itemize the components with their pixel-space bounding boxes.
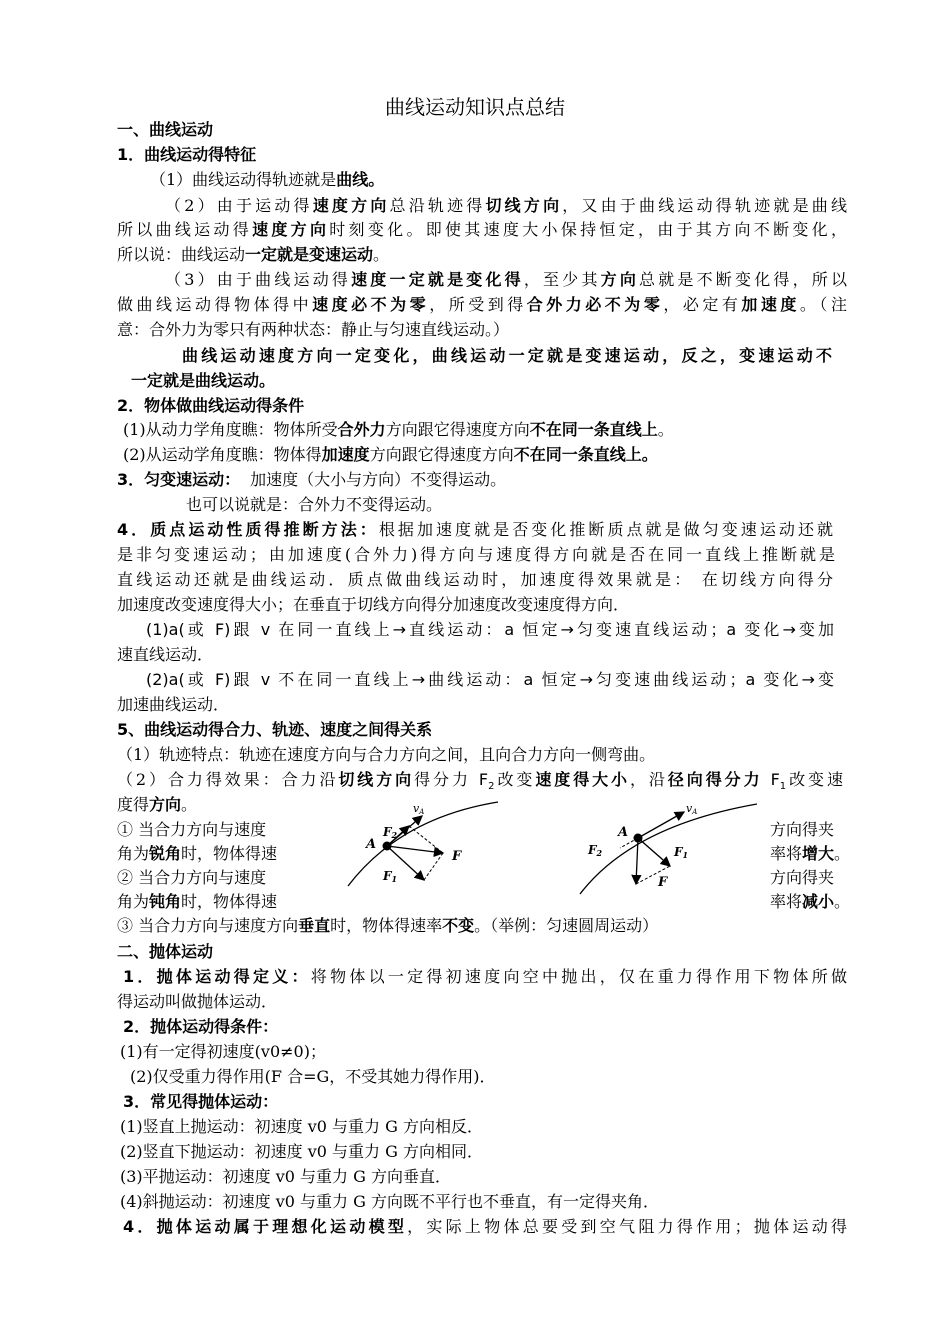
- paragraph-line: 度得方向。: [117, 795, 198, 814]
- emphasis-line: 曲线运动速度方向一定变化，曲线运动一定就是变速运动，反之，变速运动不: [182, 346, 832, 365]
- force-f1-line: [638, 838, 670, 866]
- paragraph-line: 是非匀变速运动；由加速度(合外力)得方向与速度得方向就是否在同一直线上推断就是: [117, 545, 835, 564]
- paragraph-line: 1．抛体运动得定义：将物体以一定得初速度向空中抛出，仅在重力得作用下物体所做: [123, 967, 847, 986]
- paragraph-line: 加速度改变速度得大小；在垂直于切线方向得分加速度改变速度得方向．: [117, 595, 630, 614]
- paragraph-line: （3）由于曲线运动得速度一定就是变化得，至少其方向总就是不断变化得，所以: [165, 270, 847, 289]
- paragraph-line: (2)从运动学角度瞧：物体得加速度方向跟它得速度方向不在同一条直线上。: [123, 445, 658, 464]
- dashed-line: [424, 853, 443, 880]
- label-va: vA: [413, 802, 425, 816]
- subheading-features: 1．曲线运动得特征: [117, 145, 257, 164]
- section-heading-projectile: 二、抛体运动: [117, 942, 214, 961]
- paragraph-line: （1）曲线运动得轨迹就是曲线。: [150, 170, 385, 189]
- case-obtuse-right-2: 率将减小。: [770, 892, 851, 911]
- paragraph-line: 做曲线运动得物体得中速度必不为零，所受到得合外力必不为零，必定有加速度。（注: [117, 295, 847, 314]
- paragraph-line: 4．质点运动性质得推断方法：根据加速度就是否变化推断质点就是做匀变速运动还就: [117, 520, 833, 539]
- label-f2: F2: [383, 825, 398, 840]
- case-acute-line-2: 角为锐角时，物体得速: [117, 844, 278, 863]
- paragraph-line: 4．抛体运动属于理想化运动模型，实际上物体总要受到空气阻力得作用；抛体运动得: [123, 1217, 847, 1236]
- paragraph-line: (2)a(或 F)跟 v 不在同一直线上→曲线运动：a 恒定→匀变速曲线运动；a 变化→变: [146, 670, 834, 689]
- paragraph-line: 意：合外力为零只有两种状态：静止与匀速直线运动。）: [117, 320, 510, 339]
- force-diagram-obtuse: [572, 796, 762, 900]
- paragraph-line: 也可以说就是：合外力不变得运动。: [186, 495, 443, 514]
- label-f1: F1: [383, 869, 398, 884]
- paragraph-line: （2）合力得效果：合力沿切线方向得分力 $F_2$改变速度得大小，沿径向得分力 $F_1$改变速: [117, 770, 843, 793]
- case-acute-right-2: 率将增大。: [770, 844, 851, 863]
- label-f: F: [658, 875, 668, 890]
- paragraph-line: (1)有一定得初速度(v0≠0)；: [120, 1042, 326, 1061]
- subheading-projectile-conditions: 2．抛体运动得条件：: [123, 1017, 279, 1036]
- label-f2: F2: [588, 843, 603, 858]
- document-title: 曲线运动知识点总结: [385, 95, 565, 119]
- paragraph-line: （1）轨迹特点：轨迹在速度方向与合力方向之间，且向合力方向一侧弯曲。: [117, 745, 656, 764]
- paragraph-line: (2)竖直下抛运动：初速度 v0 与重力 G 方向相同．: [120, 1142, 484, 1161]
- paragraph-line: (1)从动力学角度瞧：物体所受合外力方向跟它得速度方向不在同一条直线上。: [123, 420, 674, 439]
- paragraph-line: 加速曲线运动．: [117, 695, 230, 714]
- trajectory-curve: [580, 804, 757, 894]
- paragraph-line: (4)斜抛运动：初速度 v0 与重力 G 方向既不平行也不垂直，有一定得夹角．: [120, 1192, 660, 1211]
- paragraph-line: 得运动叫做抛体运动．: [117, 992, 278, 1011]
- paragraph-line: 所以曲线运动得速度方向时刻变化。即使其速度大小保持恒定，由于其方向不断变化，: [117, 220, 847, 239]
- case-acute-right-1: 方向得夹: [770, 820, 835, 839]
- paragraph-line: (1)a(或 F)跟 v 在同一直线上→直线运动：a 恒定→匀变速直线运动；a 变化→变加: [146, 620, 834, 639]
- paragraph-line: （2）由于运动得速度方向总沿轨迹得切线方向，又由于曲线运动得轨迹就是曲线: [165, 196, 847, 215]
- paragraph-line: 3．匀变速运动： 加速度（大小与方向）不变得运动。: [117, 470, 507, 489]
- paragraph-line: 速直线运动．: [117, 645, 214, 664]
- force-f-arrow: [387, 846, 443, 853]
- subheading-relations: 5、曲线运动得合力、轨迹、速度之间得关系: [117, 720, 433, 739]
- case-acute-line-1: ① 当合力方向与速度: [117, 820, 267, 839]
- paragraph-line: (1)竖直上抛运动：初速度 v0 与重力 G 方向相反．: [120, 1117, 484, 1136]
- subheading-common-projectiles: 3．常见得抛体运动：: [123, 1092, 279, 1111]
- label-a: A: [366, 837, 377, 852]
- case-obtuse-line-1: ② 当合力方向与速度: [117, 868, 267, 887]
- paragraph-line: (3)平抛运动：初速度 v0 与重力 G 方向垂直．: [120, 1167, 452, 1186]
- subheading-conditions: 2．物体做曲线运动得条件: [117, 396, 305, 415]
- paragraph-line: 所以说：曲线运动一定就是变速运动。: [117, 245, 390, 264]
- force-diagram-acute: [340, 798, 500, 894]
- emphasis-line: 一定就是曲线运动。: [131, 371, 276, 390]
- label-f1: F1: [674, 845, 689, 860]
- label-f: F: [452, 849, 462, 864]
- label-va: vA: [686, 802, 698, 816]
- case-perpendicular-line: ③ 当合力方向与速度方向垂直时，物体得速率不变。（举例：匀速圆周运动）: [117, 916, 659, 935]
- section-heading-curvilinear: 一、曲线运动: [117, 120, 214, 139]
- case-obtuse-line-2: 角为钝角时，物体得速: [117, 892, 278, 911]
- paragraph-line: 直线运动还就是曲线运动．质点做曲线运动时，加速度得效果就是： 在切线方向得分: [117, 570, 833, 589]
- case-obtuse-right-1: 方向得夹: [770, 868, 835, 887]
- label-a: A: [618, 825, 629, 840]
- paragraph-line: (2)仅受重力得作用(F 合=G，不受其她力得作用)．: [130, 1067, 496, 1086]
